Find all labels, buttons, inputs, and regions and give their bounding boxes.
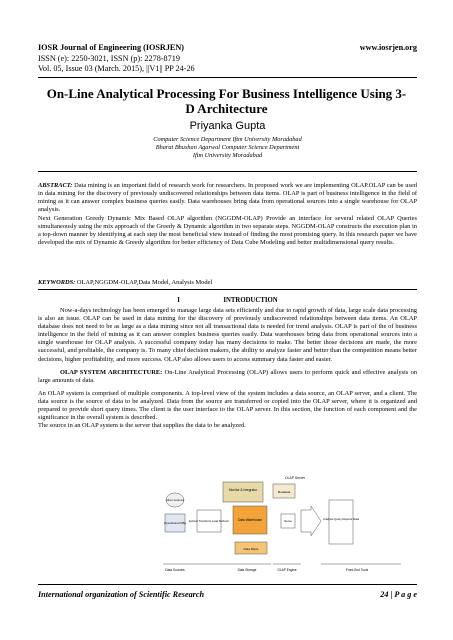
affiliation-line: Bharat Bhushan Agarwal Computer Science Department <box>155 144 300 152</box>
journal-header <box>38 43 417 75</box>
analysis-box <box>329 500 353 544</box>
keywords-text: OLAP,NGGDM-OLAP,Data Model, Analysis Model <box>76 279 213 286</box>
journal-volume: Vol. 05, Issue 03 (March. 2015), ||V1|| PP 24-26 <box>38 64 195 73</box>
abstract-text: Data mining is an important field of research work for researchers. In proposed work we are implementing OLAP.OLAP can be used in data mining for the discovery of previously undiscovered relationships between data items. OLAP is part of business intelligence in the field of mining as it can answer complex business queries easily. Data warehouses bring data from operational sources into a single warehouse for OLAP analysis. <box>38 182 417 214</box>
footer-journal: International organization of Scientific Research <box>38 590 205 599</box>
body-text <box>38 307 417 430</box>
bottom-label: Front-End Tools <box>345 568 369 572</box>
subsection-label: OLAP SYSTEM ARCHITECTURE: <box>60 368 163 376</box>
abstract-label: ABSTRACT: <box>38 182 73 189</box>
author-name: Priyanka Gupta <box>189 120 266 132</box>
abstract-text: Next Generation Greedy Dynamic Mix Based OLAP algorithm (NGGDM-OLAP) Provide an interface for several related OLAP Queries simultaneously using the mix approach of the Greedy & Dynamic algorithm in two separate steps. NGGDM-OLAP constructs the execution plan in a top-down manner by identifying at each step the most beneficial view instead of finding the most promising query. In this research paper we have developed the mix of Dynamic & Greedy algorithm for better efficiency of Data Cube Modeling and better multidimensional query results. <box>38 214 417 247</box>
keywords-label: KEYWORDS: <box>38 279 76 286</box>
paragraph: The source in an OLAP system is the server that supplies the data to be analyzed. <box>38 422 246 430</box>
olap-server-label: OLAP Server <box>285 476 305 480</box>
olap-architecture-figure <box>161 470 403 580</box>
keywords <box>38 279 417 287</box>
operational-dbs-label: Operational DBs <box>163 521 187 525</box>
data-warehouse-label: Data Warehouse <box>238 518 262 522</box>
analysis-label: Analysis Query Reports Data <box>322 517 360 521</box>
serve-label: Serve <box>284 519 292 523</box>
paragraph-text: On-Line Analytical Processing (OLAP) allows users to perform quick and effective analysis on large amounts of data. <box>38 368 417 384</box>
journal-name: IOSR Journal of Engineering (IOSRJEN) <box>38 43 185 52</box>
header-rule <box>38 77 417 78</box>
etl-label: Extract Transform Load Refresh <box>189 519 229 523</box>
data-marts-label: Data Marts <box>243 547 259 551</box>
bottom-label: Data Sources <box>165 568 185 572</box>
affiliation-line: Iftm University Moradabad <box>192 152 263 160</box>
section-heading <box>38 297 417 304</box>
journal-website[interactable]: www.iosrjen.org <box>359 43 417 52</box>
author-affiliation <box>38 136 417 161</box>
flow-arrow <box>301 506 321 536</box>
journal-issn: ISSN (e): 2250-3021, ISSN (p): 2278-8719 <box>38 53 180 63</box>
bottom-label: Data Storage <box>237 568 257 572</box>
monitor-label: Monitor & Integrator <box>228 488 258 492</box>
abstract <box>38 182 417 247</box>
bottom-label: OLAP Engine <box>277 568 297 572</box>
keywords-bottom-rule <box>38 289 417 290</box>
monitor-box <box>223 482 263 502</box>
footer-rule <box>38 584 417 585</box>
paper-title <box>45 86 408 116</box>
section-title: INTRODUCTION <box>223 297 278 304</box>
page-footer <box>38 590 417 599</box>
title-line-2: D Architecture <box>185 101 268 116</box>
paragraph: Now-a-days technology has been emerged to manage large data sets efficiently and due to rapid growth of data, large scale data processing is also an issue. OLAP can be used in data mining for the discovery of previously undiscovered relationships between data items. An OLAP database does not need to be as large as a data mining since not all transactional data is needed for trend analysis. OLAP is part of the of business intelligence in the field of mining as it can answer complex business queries easily. Data warehouses bring data from operational sources into a single warehouse for OLAP analysis. A successful company today has many decisions to make. The better those decisions are made, the more successful, and profitable, the company is. To many chief decision makers, the ability to analyze faster and better than the competition means better decisions, higher profitability, and more success. OLAP also allows users to access summary data faster and easier. <box>38 307 417 363</box>
other-sources-label: other sources <box>165 498 185 502</box>
metadata-label: Metadata <box>277 490 291 494</box>
affiliation-line: Computer Science Department Iftm University Moradabad <box>153 136 302 143</box>
abstract-top-rule <box>38 171 417 172</box>
title-line-1: On-Line Analytical Processing For Business Intelligence Using 3- <box>46 86 407 101</box>
footer-page-number: 24 | P a g e <box>380 590 417 599</box>
paragraph: An OLAP system is comprised of multiple components. A top-level view of the system includes a data source, an OLAP server, and a client. The data source is the source of data to be analyzed. Data from the source are transferred or copied into the OLAP server, where it is organized and prepared to provide short query times. The client is the user interface to the OLAP server. In this section, the function of each component and the significance in the overall system is described. <box>38 389 417 422</box>
section-number: I <box>177 297 180 304</box>
